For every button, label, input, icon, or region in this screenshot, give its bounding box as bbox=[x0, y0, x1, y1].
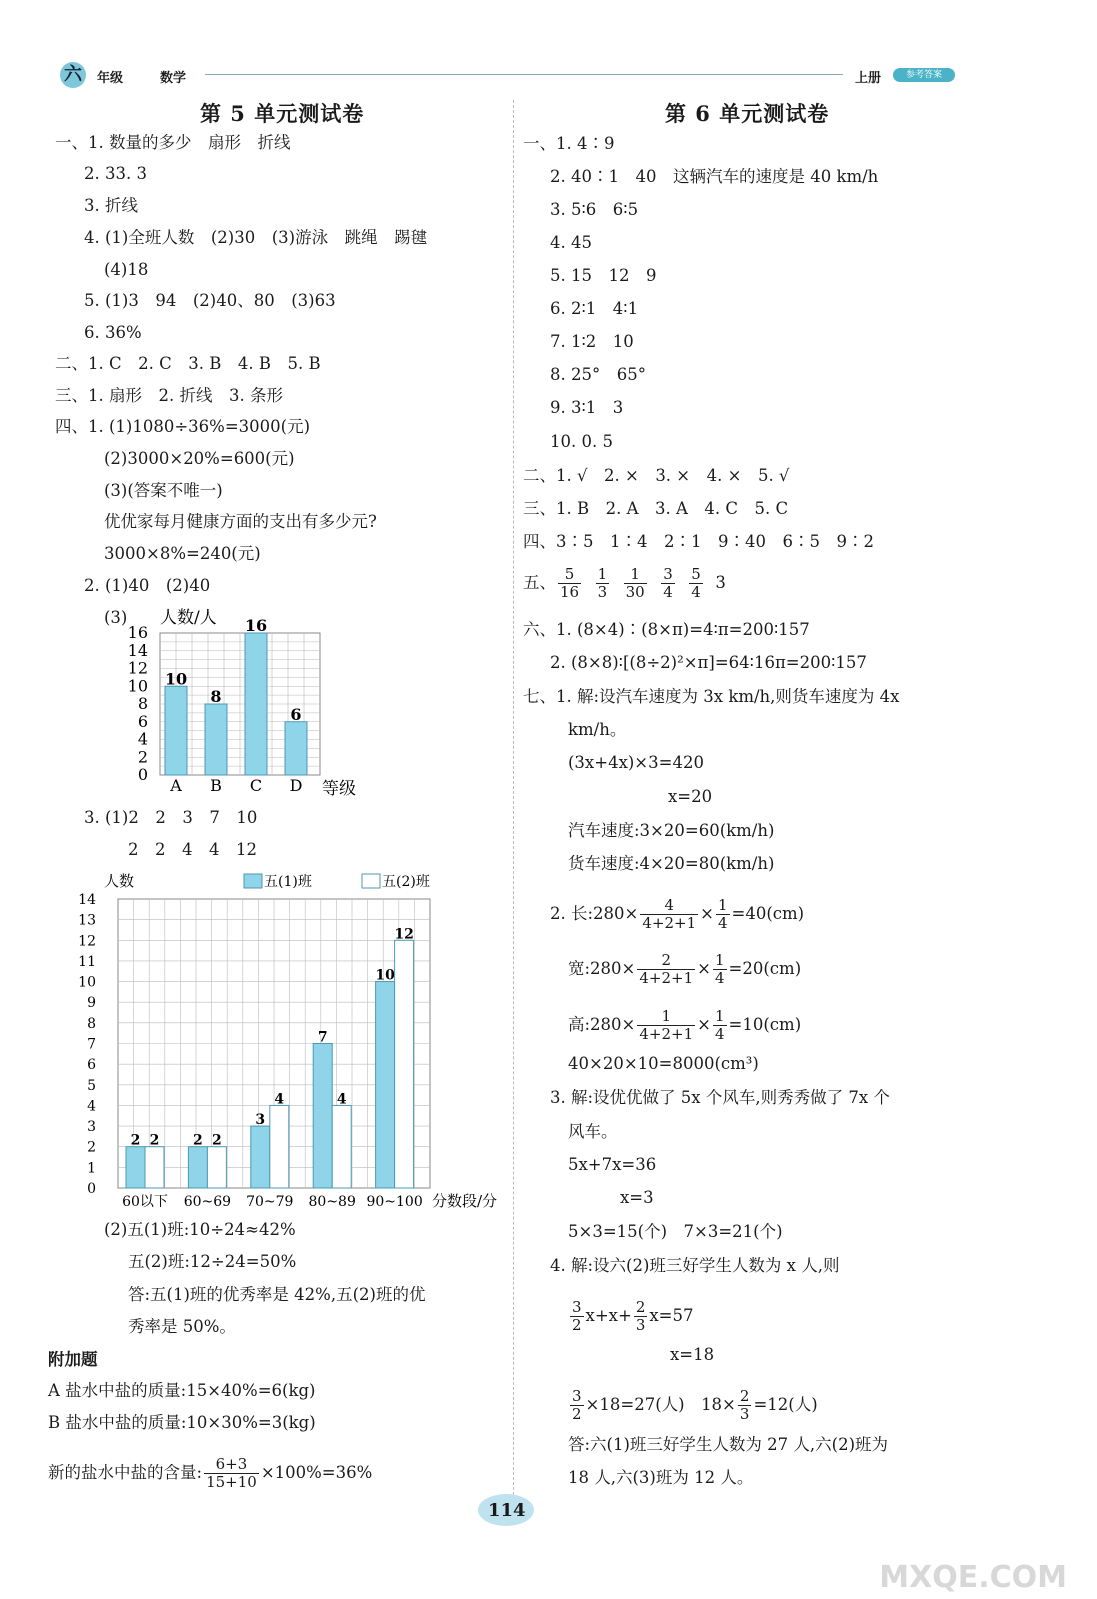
subject-label: 数学 bbox=[160, 71, 187, 86]
chart2-xlabel: 分数段/分 bbox=[432, 1192, 498, 1210]
l-line-12: 优优家每月健康方面的支出有多少元? bbox=[104, 512, 377, 531]
l-line-20: 答:五(1)班的优秀率是 42%,五(2)班的优 bbox=[128, 1285, 426, 1304]
l-line-8: 三、1. 扇形 2. 折线 3. 条形 bbox=[55, 386, 283, 405]
chart1-xtick: A bbox=[170, 776, 182, 795]
bonus-heading: 附加题 bbox=[48, 1350, 98, 1369]
q4-frac-b: $\frac{2}{3}$ bbox=[635, 1298, 646, 1334]
chart1-ylabel: 人数/人 bbox=[160, 608, 217, 628]
chart1-bar bbox=[285, 722, 307, 775]
l-line-0: 一、1. 数量的多少 扇形 折线 bbox=[55, 133, 291, 152]
r-line-18: km/h。 bbox=[568, 720, 627, 739]
chart2-data-label: 4 bbox=[336, 1091, 347, 1108]
gao-quarter: $\frac{1}{4}$ bbox=[715, 1007, 725, 1043]
chart2-xtick: 60~69 bbox=[183, 1194, 232, 1210]
unit5-title: 第 5 单元测试卷 bbox=[200, 101, 365, 126]
chart2-xtick: 60以下 bbox=[122, 1194, 168, 1210]
r-line-20: x=20 bbox=[668, 787, 713, 806]
r-line-33: x=3 bbox=[620, 1188, 654, 1207]
r-line-1: 2. 40∶1 40 这辆汽车的速度是 40 km/h bbox=[550, 167, 879, 186]
grade-badge: 六 bbox=[60, 62, 86, 88]
r-line-7: 8. 25° 65° bbox=[550, 365, 646, 384]
chart1-data-label: 6 bbox=[290, 704, 302, 724]
r-line-17: 七、1. 解:设汽车速度为 3x km/h,则货车速度为 4x bbox=[523, 687, 900, 706]
l-line-7: 二、1. C 2. C 3. B 4. B 5. B bbox=[55, 354, 321, 373]
r-line-29: 40×20×10=8000(cm³) bbox=[568, 1054, 759, 1073]
chart2-legend-label: 五(2)班 bbox=[382, 874, 430, 890]
chart1-ytick: 2 bbox=[137, 747, 148, 767]
r-chang: 2. 长:280× $\frac{4}{4+2+1}$ × $\frac{1}{4}$ =40(cm) bbox=[550, 896, 805, 932]
r-gao: 高:280× $\frac{1}{4+2+1}$ × $\frac{1}{4}$ =10(cm) bbox=[568, 1007, 802, 1043]
r-line-4: 5. 15 12 9 bbox=[550, 266, 657, 285]
kuan-quarter: $\frac{1}{4}$ bbox=[715, 951, 725, 987]
chart1-xtick: B bbox=[210, 776, 222, 795]
r-line-11: 三、1. B 2. A 3. A 4. C 5. C bbox=[523, 499, 789, 518]
chart2-data-label: 2 bbox=[212, 1132, 222, 1149]
bar-chart-grades bbox=[120, 603, 380, 803]
chart2-xtick: 80~89 bbox=[308, 1194, 356, 1210]
chart1-bar bbox=[205, 704, 227, 775]
wu-frac-2: $\frac{1}{30}$ bbox=[625, 565, 645, 601]
r-line-12: 四、3∶5 1∶4 2∶1 9∶40 6∶5 9∶2 bbox=[523, 532, 874, 551]
chart2-ytick: 3 bbox=[87, 1119, 96, 1136]
wu-frac-1: $\frac{1}{3}$ bbox=[597, 565, 608, 601]
r-line-16: 2. (8×8)∶[(8÷2)²×π]=64∶16π=200∶157 bbox=[550, 653, 867, 672]
chart2-bar-2 bbox=[207, 1147, 226, 1188]
header-rule bbox=[205, 74, 843, 75]
l-line-4: (4)18 bbox=[104, 260, 149, 279]
chart2-ytick: 9 bbox=[87, 995, 96, 1012]
chart2-bar-2 bbox=[270, 1105, 289, 1188]
l-line-16: 3. (1)2 2 3 7 10 bbox=[84, 808, 258, 827]
answer-badge: 参考答案 bbox=[893, 68, 955, 82]
r-line-38: x=18 bbox=[670, 1345, 715, 1364]
chart2-data-label: 2 bbox=[149, 1132, 160, 1149]
chart2-xtick: 70~79 bbox=[246, 1194, 294, 1210]
chart1-ytick: 0 bbox=[137, 765, 148, 784]
bar-chart-scores bbox=[74, 866, 514, 1212]
l-line-15: (3) bbox=[104, 608, 128, 627]
r-line-0: 一、1. 4∶9 bbox=[523, 134, 615, 153]
chart1-xtick: C bbox=[249, 776, 263, 795]
chart2-legend-swatch bbox=[362, 874, 380, 888]
r-line-32: 5x+7x=36 bbox=[568, 1155, 657, 1174]
r-line-34: 5×3=15(个) 7×3=21(个) bbox=[568, 1222, 783, 1241]
chart2-ytick: 6 bbox=[87, 1057, 96, 1074]
chart2-data-label: 12 bbox=[394, 926, 414, 943]
chart1-data-label: 16 bbox=[244, 616, 268, 635]
r-line-3: 4. 45 bbox=[550, 233, 592, 252]
chart2-bar-1 bbox=[376, 982, 395, 1188]
r-line-2: 3. 5∶6 6∶5 bbox=[550, 200, 639, 219]
l-line-13: 3000×8%=240(元) bbox=[104, 544, 261, 563]
r-line-35: 4. 解:设六(2)班三好学生人数为 x 人,则 bbox=[550, 1256, 840, 1275]
chart1-bar bbox=[245, 633, 267, 775]
r-line-8: 9. 3∶1 3 bbox=[550, 398, 624, 417]
chart2-bar-2 bbox=[332, 1105, 351, 1188]
l-line-25 bbox=[48, 1456, 372, 1491]
l-line-19: 五(2)班:12÷24=50% bbox=[128, 1252, 297, 1271]
r-line-30: 3. 解:设优优做了 5x 个风车,则秀秀做了 7x 个 bbox=[550, 1088, 890, 1107]
r-line-13 bbox=[523, 566, 726, 601]
chart1-ytick: 14 bbox=[127, 640, 148, 660]
chang-quarter: $\frac{1}{4}$ bbox=[717, 896, 728, 932]
chart2-legend-label: 五(1)班 bbox=[264, 874, 312, 890]
l-line-18: (2)五(1)班:10÷24≈42% bbox=[104, 1220, 296, 1239]
r-line-42: 18 人,六(3)班为 12 人。 bbox=[568, 1468, 754, 1487]
r-line-9: 10. 0. 5 bbox=[550, 432, 613, 451]
l-line-24: B 盐水中盐的质量:10×30%=3(kg) bbox=[48, 1413, 316, 1432]
salt-num: 6+3 bbox=[204, 1456, 259, 1474]
chart2-bar-1 bbox=[126, 1147, 145, 1188]
wu-frac-4: $\frac{5}{4}$ bbox=[691, 565, 701, 601]
r-line-19: (3x+4x)×3=420 bbox=[568, 753, 704, 772]
salt-fraction bbox=[204, 1456, 259, 1491]
r-line-21: 汽车速度:3×20=60(km/h) bbox=[568, 821, 775, 840]
chart2-ytick: 1 bbox=[87, 1160, 96, 1177]
chart1-data-label: 8 bbox=[210, 687, 222, 706]
chart2-bar-1 bbox=[251, 1126, 270, 1188]
salt-result: ×100%=36% bbox=[260, 1463, 373, 1482]
l-line-21: 秀率是 50%。 bbox=[128, 1317, 236, 1336]
chart2-ytick: 7 bbox=[87, 1036, 96, 1053]
chart1-ytick: 6 bbox=[137, 711, 148, 731]
chart2-xtick: 90~100 bbox=[366, 1194, 423, 1210]
q4-frac-a: $\frac{3}{2}$ bbox=[572, 1298, 582, 1334]
wu-last: 3 bbox=[715, 573, 726, 592]
chart1-ytick: 8 bbox=[137, 694, 148, 713]
r-q4-calc: $\frac{3}{2}$ ×18=27(人) 18× $\frac{2}{3}$ =12(人) bbox=[572, 1387, 818, 1423]
r-line-10: 二、1. √ 2. × 3. × 4. × 5. √ bbox=[523, 466, 790, 485]
chart2-bar-1 bbox=[313, 1044, 332, 1189]
chart1-ytick: 4 bbox=[137, 729, 148, 749]
chart2-data-label: 2 bbox=[130, 1132, 141, 1149]
chart1-xlabel: 等级 bbox=[322, 779, 356, 799]
chart2-ytick: 4 bbox=[87, 1098, 96, 1115]
chart1-ytick: 10 bbox=[127, 676, 148, 696]
chart2-ytick: 12 bbox=[78, 933, 96, 950]
l-line-9: 四、1. (1)1080÷36%=3000(元) bbox=[55, 417, 311, 436]
chart2-ylabel: 人数 bbox=[104, 872, 135, 890]
r-line-5: 6. 2∶1 4∶1 bbox=[550, 299, 639, 318]
salt-den: 15+10 bbox=[206, 1473, 257, 1491]
chart2-data-label: 2 bbox=[193, 1132, 203, 1149]
column-divider bbox=[513, 100, 514, 1510]
l-line-14: 2. (1)40 (2)40 bbox=[84, 576, 211, 595]
watermark: MXQE.COM bbox=[879, 1560, 1067, 1595]
chart2-data-label: 7 bbox=[317, 1029, 328, 1046]
grade-label: 年级 bbox=[97, 71, 124, 86]
r-line-6: 7. 1∶2 10 bbox=[550, 332, 634, 351]
r-line-31: 风车。 bbox=[568, 1122, 618, 1141]
kuan-frac: $\frac{2}{4+2+1}$ bbox=[639, 951, 694, 987]
wu-frac-0: $\frac{5}{16}$ bbox=[560, 565, 580, 601]
chart2-legend-swatch bbox=[244, 874, 262, 888]
chart2-ytick: 2 bbox=[87, 1139, 96, 1156]
chang-frac: $\frac{4}{4+2+1}$ bbox=[642, 896, 697, 932]
volume-label: 上册 bbox=[855, 71, 882, 86]
r-q4-eq: $\frac{3}{2}$ x+x+ $\frac{2}{3}$ x=57 bbox=[572, 1298, 694, 1334]
q4-frac-d: $\frac{2}{3}$ bbox=[739, 1387, 750, 1423]
chart1-xtick: D bbox=[289, 776, 303, 795]
chart1-ytick: 12 bbox=[127, 658, 148, 678]
q4-frac-c: $\frac{3}{2}$ bbox=[572, 1387, 582, 1423]
l-line-23: A 盐水中盐的质量:15×40%=6(kg) bbox=[48, 1381, 316, 1400]
r-line-41: 答:六(1)班三好学生人数为 27 人,六(2)班为 bbox=[568, 1435, 889, 1454]
chart2-bar-2 bbox=[145, 1147, 164, 1188]
chart1-bar bbox=[165, 686, 187, 775]
salt-label: 新的盐水中盐的含量: bbox=[48, 1463, 203, 1482]
r-kuan: 宽:280× $\frac{2}{4+2+1}$ × $\frac{1}{4}$ =20(cm) bbox=[568, 951, 802, 987]
chart2-ytick: 5 bbox=[87, 1077, 96, 1094]
chart2-ytick: 14 bbox=[78, 892, 96, 908]
chart2-ytick: 11 bbox=[78, 953, 96, 970]
r-line-15: 六、1. (8×4)∶(8×π)=4∶π=200∶157 bbox=[523, 620, 810, 639]
chart2-bar-1 bbox=[188, 1147, 207, 1188]
chart2-ytick: 8 bbox=[87, 1015, 96, 1032]
chart2-ytick: 0 bbox=[87, 1181, 96, 1197]
chart1-ytick: 16 bbox=[127, 623, 148, 642]
unit6-title: 第 6 单元测试卷 bbox=[665, 101, 830, 126]
l-line-11: (3)(答案不唯一) bbox=[104, 481, 223, 500]
chart2-ytick: 13 bbox=[78, 912, 96, 929]
page-number: 114 bbox=[488, 1500, 526, 1521]
l-line-5: 5. (1)3 94 (2)40、80 (3)63 bbox=[84, 291, 336, 310]
chart2-data-label: 3 bbox=[255, 1112, 266, 1129]
l-line-2: 3. 折线 bbox=[84, 196, 138, 215]
r-line-22: 货车速度:4×20=80(km/h) bbox=[568, 854, 775, 873]
chart2-data-label: 4 bbox=[274, 1091, 285, 1108]
wu-frac-3: $\frac{3}{4}$ bbox=[663, 565, 673, 601]
l-line-10: (2)3000×20%=600(元) bbox=[104, 449, 295, 468]
l-line-17: 2 2 4 4 12 bbox=[128, 840, 257, 859]
l-line-6: 6. 36% bbox=[84, 323, 142, 342]
wu-label: 五、 bbox=[523, 573, 556, 592]
chart2-bar-2 bbox=[395, 940, 414, 1188]
chart2-data-label: 10 bbox=[375, 967, 395, 984]
chart1-data-label: 10 bbox=[164, 669, 188, 689]
chart2-ytick: 10 bbox=[78, 974, 96, 991]
gao-frac: $\frac{1}{4+2+1}$ bbox=[639, 1007, 694, 1043]
l-line-1: 2. 33. 3 bbox=[84, 164, 147, 183]
l-line-3: 4. (1)全班人数 (2)30 (3)游泳 跳绳 踢毽 bbox=[84, 228, 428, 247]
